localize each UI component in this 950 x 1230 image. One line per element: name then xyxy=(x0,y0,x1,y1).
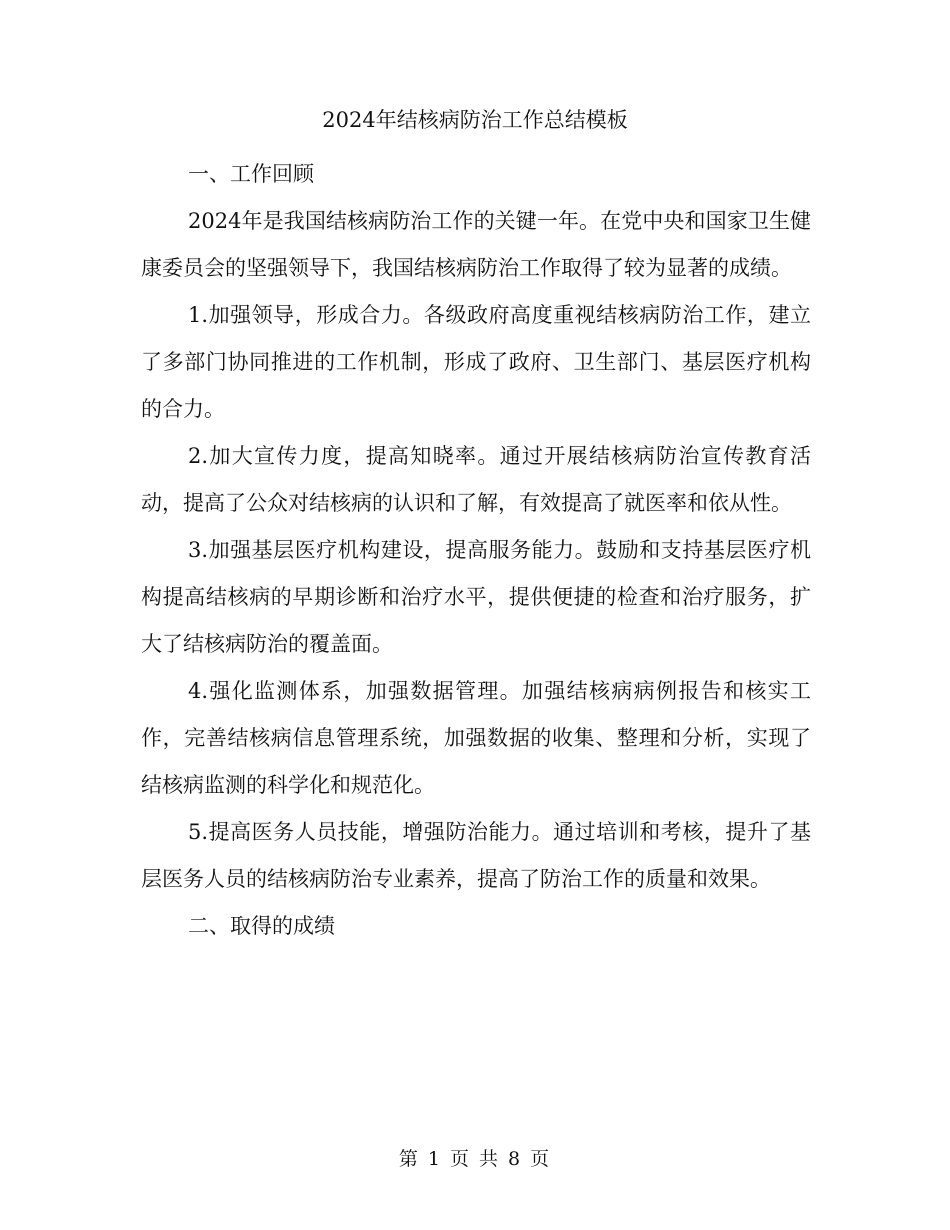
list-item: 1.加强领导，形成合力。各级政府高度重视结核病防治工作，建立了多部门协同推进的工作机制，形成了政府、卫生部门、基层医疗机构的合力。 xyxy=(141,303,811,421)
list-item: 2.加大宣传力度，提高知晓率。通过开展结核病防治宣传教育活动，提高了公众对结核病的认识和了解，有效提高了就医率和依从性。 xyxy=(141,444,811,515)
list-item: 3.加强基层医疗机构建设，提高服务能力。鼓励和支持基层医疗机构提高结核病的早期诊断和治疗水平，提供便捷的检查和治疗服务，扩大了结核病防治的覆盖面。 xyxy=(141,538,811,656)
document-body xyxy=(141,151,811,950)
section-heading-achievements: 二、取得的成绩 xyxy=(188,914,335,938)
document-title: 2024年结核病防治工作总结模板 xyxy=(322,108,628,132)
list-item: 4.强化监测体系，加强数据管理。加强结核病病例报告和核实工作，完善结核病信息管理系统，加强数据的收集、整理和分析，实现了结核病监测的科学化和规范化。 xyxy=(141,679,811,797)
page-number: 第 1 页 共 8 页 xyxy=(398,1148,552,1170)
section-heading-review: 一、工作回顾 xyxy=(188,162,314,186)
list-item: 5.提高医务人员技能，增强防治能力。通过培训和考核，提升了基层医务人员的结核病防治专业素养，提高了防治工作的质量和效果。 xyxy=(141,820,811,891)
intro-paragraph: 2024年是我国结核病防治工作的关键一年。在党中央和国家卫生健康委员会的坚强领导下，我国结核病防治工作取得了较为显著的成绩。 xyxy=(141,209,811,280)
